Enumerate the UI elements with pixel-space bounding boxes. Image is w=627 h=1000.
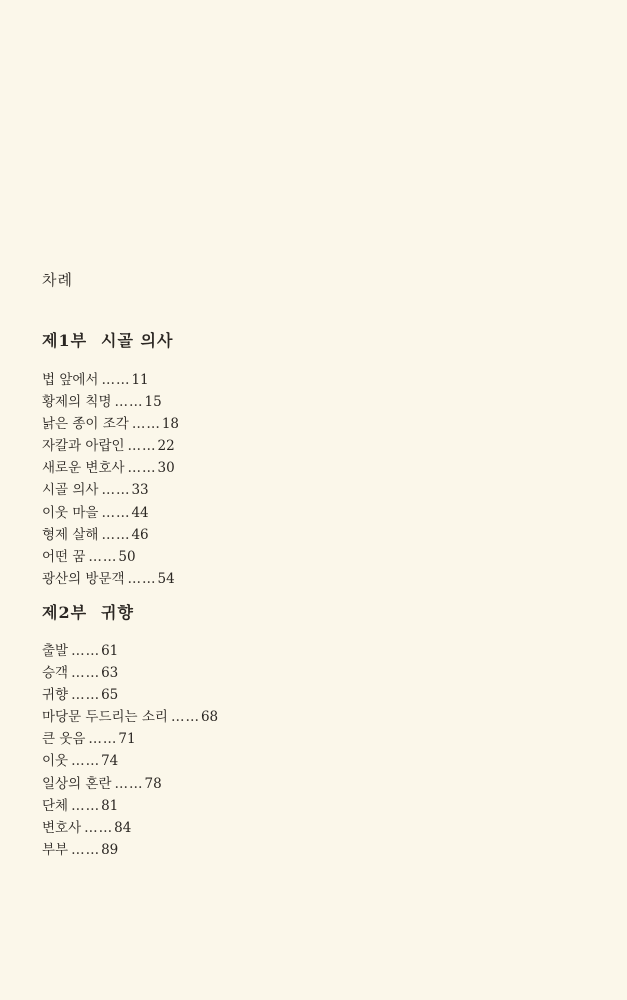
page-number: 71: [118, 731, 136, 748]
chapter-title: 어떤 꿈: [42, 548, 86, 565]
chapter-title: 마당문 두드리는 소리: [42, 709, 168, 726]
leader-dots: ……: [127, 460, 157, 477]
toc-entry: [42, 750, 218, 772]
chapter-title: 자칼과 아랍인: [42, 438, 125, 455]
leader-dots: ……: [88, 731, 118, 748]
toc-entry: [42, 479, 179, 501]
chapter-title: 승객: [42, 665, 69, 682]
toc-entry: [42, 662, 218, 684]
leader-dots: ……: [114, 775, 144, 792]
page-number: 68: [200, 709, 219, 726]
page-number: 54: [157, 570, 175, 587]
part-number: 제1부: [42, 331, 88, 350]
leader-dots: ……: [101, 372, 131, 388]
part-title: 귀향: [101, 603, 134, 622]
page-number: 89: [101, 841, 119, 858]
toc-entry: [42, 546, 179, 568]
page-number: 63: [101, 665, 119, 682]
toc-entry: [42, 568, 179, 590]
chapter-title: 이웃 마을: [42, 504, 99, 521]
part-number: 제2부: [42, 603, 88, 622]
chapter-title: 이웃: [42, 753, 69, 770]
toc-entry: [42, 524, 179, 546]
page-number: 78: [144, 775, 162, 792]
toc-entry: [42, 369, 179, 391]
leader-dots: ……: [170, 709, 200, 726]
toc-entry: [42, 457, 179, 479]
page-number: 65: [101, 687, 119, 704]
part-title: 시골 의사: [101, 331, 174, 350]
leader-dots: ……: [88, 548, 118, 565]
chapter-title: 일상의 혼란: [42, 775, 112, 792]
chapter-title: 형제 살해: [42, 526, 99, 543]
leader-dots: ……: [84, 819, 114, 836]
part-2-heading: [42, 600, 134, 623]
page-number: 81: [101, 797, 119, 814]
leader-dots: ……: [71, 753, 101, 770]
leader-dots: ……: [114, 394, 144, 411]
chapter-title: 큰 웃음: [42, 731, 86, 748]
chapter-title: 변호사: [42, 819, 82, 836]
part-1-heading: [42, 328, 173, 351]
chapter-title: 광산의 방문객: [42, 570, 125, 587]
part-1-chapter-list: [42, 369, 179, 590]
leader-dots: ……: [101, 526, 131, 543]
toc-entry: [42, 773, 218, 795]
leader-dots: ……: [71, 797, 101, 814]
chapter-title: 시골 의사: [42, 482, 99, 499]
toc-heading: 차례: [42, 271, 73, 289]
leader-dots: ……: [131, 416, 161, 433]
part-2-chapter-list: [42, 640, 218, 861]
leader-dots: ……: [101, 482, 131, 499]
page-number: 84: [114, 819, 132, 836]
page-number: 30: [157, 460, 175, 477]
toc-entry: [42, 684, 218, 706]
chapter-title: 법 앞에서: [42, 372, 99, 388]
leader-dots: ……: [71, 665, 101, 682]
leader-dots: ……: [71, 687, 101, 704]
page-number: 50: [118, 548, 136, 565]
page-number: 11: [131, 372, 149, 388]
toc-entry: [42, 795, 218, 817]
page-number: 74: [101, 753, 119, 770]
leader-dots: ……: [71, 643, 101, 659]
page-number: 15: [144, 394, 162, 411]
chapter-title: 부부: [42, 841, 69, 858]
toc-entry: [42, 728, 218, 750]
page-number: 61: [101, 643, 119, 659]
leader-dots: ……: [127, 438, 157, 455]
toc-entry: [42, 435, 179, 457]
toc-entry: [42, 640, 218, 662]
page-number: 33: [131, 482, 149, 499]
leader-dots: ……: [127, 570, 157, 587]
chapter-title: 귀향: [42, 687, 69, 704]
page-number: 44: [131, 504, 149, 521]
toc-entry: [42, 817, 218, 839]
leader-dots: ……: [71, 841, 101, 858]
chapter-title: 황제의 칙명: [42, 394, 112, 411]
toc-entry: [42, 502, 179, 524]
chapter-title: 출발: [42, 643, 69, 659]
toc-entry: [42, 839, 218, 861]
chapter-title: 새로운 변호사: [42, 460, 125, 477]
page-number: 18: [161, 416, 180, 433]
page-number: 22: [157, 438, 175, 455]
toc-entry: [42, 706, 218, 728]
leader-dots: ……: [101, 504, 131, 521]
page-number: 46: [131, 526, 149, 543]
chapter-title: 낡은 종이 조각: [42, 416, 129, 433]
chapter-title: 단체: [42, 797, 69, 814]
toc-entry: [42, 391, 179, 413]
toc-entry: [42, 413, 179, 435]
